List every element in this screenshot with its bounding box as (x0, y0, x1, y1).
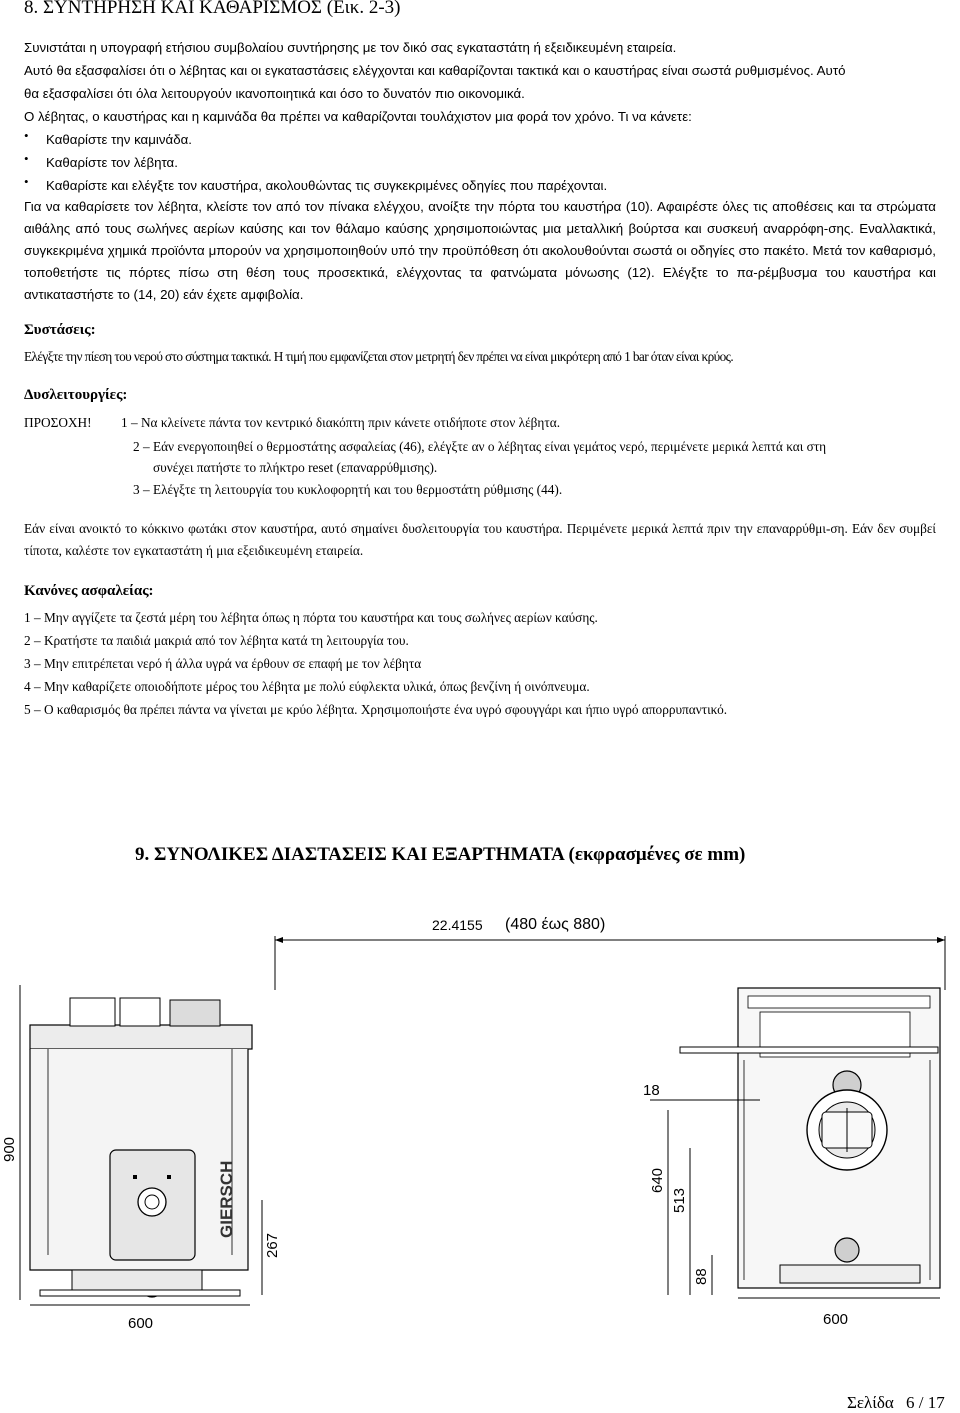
recommendations-heading: Συστάσεις: (24, 322, 96, 338)
section-9-title: 9. ΣΥΝΟΛΙΚΕΣ ΔΙΑΣΤΑΣΕΙΣ ΚΑΙ ΕΞΑΡΤΗΜΑΤΑ (εκφρασμένες σε mm) (135, 844, 746, 865)
malfunction-item: συνέχει πατήστε το πλήκτρο reset (επαναρρύθμισης). (153, 460, 438, 475)
safety-rule: 2 – Κρατήστε τα παιδιά μακριά από τον λέβητα κατά τη λειτουργία του. (24, 633, 409, 648)
page-number: 6 / 17 (906, 1393, 945, 1412)
dim-burner-height: 513 (671, 1187, 688, 1213)
cleaning-paragraph: Για να καθαρίσετε τον λέβητα, κλείστε τον από τον πίνακα ελέγχου, ανοίξτε την πόρτα του καυστήρα (10). Αφαιρέστε όλες τις αποθέσεις και τα στρώματα αιθάλης από τους σωλήνες αερίων καύσης και τον θάλαμο καύσης χρησιμοποιώντας μια μεταλλική βούρτσα και συσκευή αναρρόφη-σης. Εναλλακτικά, συγκεκριμένα χημικά προϊόντα μπορούν να χρησιμοποιηθούν υπό την προϋπόθεση ότι ακολουθούνται σωστά οι οδηγίες στο πακέτο. Μετά τον καθαρισμό, τοποθετήστε τις πόρτες πίσω στη θέση τους προσεκτικά, ελέγχοντας τα φατνώματα μόνωσης (12). Ελέγξτε το πα-ρέμβυσμα του καυστήρα και αντικαταστήστε το (14, 20) εάν έχετε αμφιβολία. (24, 199, 936, 302)
bullet-item: Καθαρίστε και ελέγξτε τον καυστήρα, ακολουθώντας τις συγκεκριμένες οδηγίες που παρέχονται. (46, 178, 608, 193)
safety-heading: Κανόνες ασφαλείας: (24, 583, 154, 599)
bullet-item: Καθαρίστε τον λέβητα. (46, 155, 178, 170)
model-label: 22.4155 (432, 917, 483, 933)
caution-label: ΠΡΟΣΟΧΗ! (24, 415, 92, 430)
dim-upper-connection: 640 (649, 1167, 666, 1193)
boiler-dimension-drawing (0, 900, 960, 1340)
depth-range-label: (480 έως 880) (505, 916, 606, 933)
intro-line-4: Ο λέβητας, ο καυστήρας και η καμινάδα θα πρέπει να καθαρίζονται τουλάχιστον μια φορά τον χρόνο. Τι να κάνετε: (24, 109, 692, 124)
intro-line-1: Συνιστάται η υπογραφή ετήσιου συμβολαίου συντήρησης με τον δικό σας εγκαταστάτη ή εξειδικευμένη εταιρεία. (24, 40, 677, 55)
intro-line-3: θα εξασφαλίσει ότι όλα λειτουργούν ικανοποιητικά και όσο το δυνατόν πιο οικονομικά. (24, 86, 525, 101)
section-8-title: 8. ΣΥΝΤΗΡΗΣΗ ΚΑΙ ΚΑΘΑΡΙΣΜΟΣ (Εικ. 2-3) (24, 0, 401, 18)
bullet-dot: • (24, 151, 29, 166)
dim-top-offset: 18 (643, 1082, 660, 1099)
safety-rule: 4 – Μην καθαρίζετε οποιοδήποτε μέρος του λέβητα με πολύ εύφλεκτα υλικά, όπως βενζίνη ή οινόπνευμα. (24, 679, 590, 694)
dim-lower-connection: 88 (693, 1268, 710, 1285)
bullet-dot: • (24, 128, 29, 143)
dim-front-width: 600 (128, 1315, 154, 1332)
malfunctions-heading: Δυσλειτουργίες: (24, 387, 128, 403)
malfunction-item: 2 – Εάν ενεργοποιηθεί ο θερμοστάτης ασφαλείας (46), ελέγξτε αν ο λέβητας είναι γεμάτος νερό, περιμένετε μερικά λεπτά και στη (133, 439, 827, 454)
side-view (643, 988, 940, 1328)
malfunction-item: 1 – Να κλείνετε πάντα τον κεντρικό διακόπτη πριν κάνετε οτιδήποτε στον λέβητα. (121, 415, 561, 430)
dim-height: 900 (1, 1136, 18, 1162)
dim-front-connection: 267 (264, 1232, 281, 1258)
bullet-dot: • (24, 174, 29, 189)
safety-rule: 3 – Μην επιτρέπεται νερό ή άλλα υγρά να έρθουν σε επαφή με τον λέβητα (24, 656, 422, 671)
dim-side-width: 600 (823, 1311, 849, 1328)
brand-label: GIERSCH (217, 1160, 236, 1238)
safety-rule: 5 – Ο καθαρισμός θα πρέπει πάντα να γίνεται με κρύο λέβητα. Χρησιμοποιήστε ένα υγρό σφουγγάρι και ήπιο υγρό απορρυπαντικό. (24, 702, 728, 717)
safety-rule: 1 – Μην αγγίζετε τα ζεστά μέρη του λέβητα όπως η πόρτα του καυστήρα και τους σωλήνες αερίων καύσης. (24, 610, 598, 625)
bullet-item: Καθαρίστε την καμινάδα. (46, 132, 192, 147)
recommendations-text: Ελέγξτε την πίεση του νερού στο σύστημα τακτικά. Η τιμή που εμφανίζεται στον μετρητή δεν πρέπει να είναι μικρότερη από 1 bar όταν είναι κρύος. (24, 349, 734, 364)
intro-line-2: Αυτό θα εξασφαλίσει ότι ο λέβητας και οι εγκαταστάσεις ελέγχονται και καθαρίζονται τακτικά και ο καυστήρας είναι σωστά ρυθμισμένος. Αυτό (24, 63, 846, 78)
malfunction-item: 3 – Ελέγξτε τη λειτουργία του κυκλοφορητή και του θερμοστάτη ρύθμισης (44). (133, 482, 563, 497)
front-view (1, 985, 281, 1332)
page-footer-label: Σελίδα (847, 1393, 894, 1412)
red-light-paragraph: Εάν είναι ανοικτό το κόκκινο φωτάκι στον καυστήρα, αυτό σημαίνει δυσλειτουργία του καυστήρα. Περιμένετε μερικά λεπτά πριν την επαναρρύθμι-ση. Εάν δεν συμβεί τίποτα, καλέστε τον εγκαταστάτη ή μια εξειδικευμένη εταιρεία. (24, 521, 936, 558)
